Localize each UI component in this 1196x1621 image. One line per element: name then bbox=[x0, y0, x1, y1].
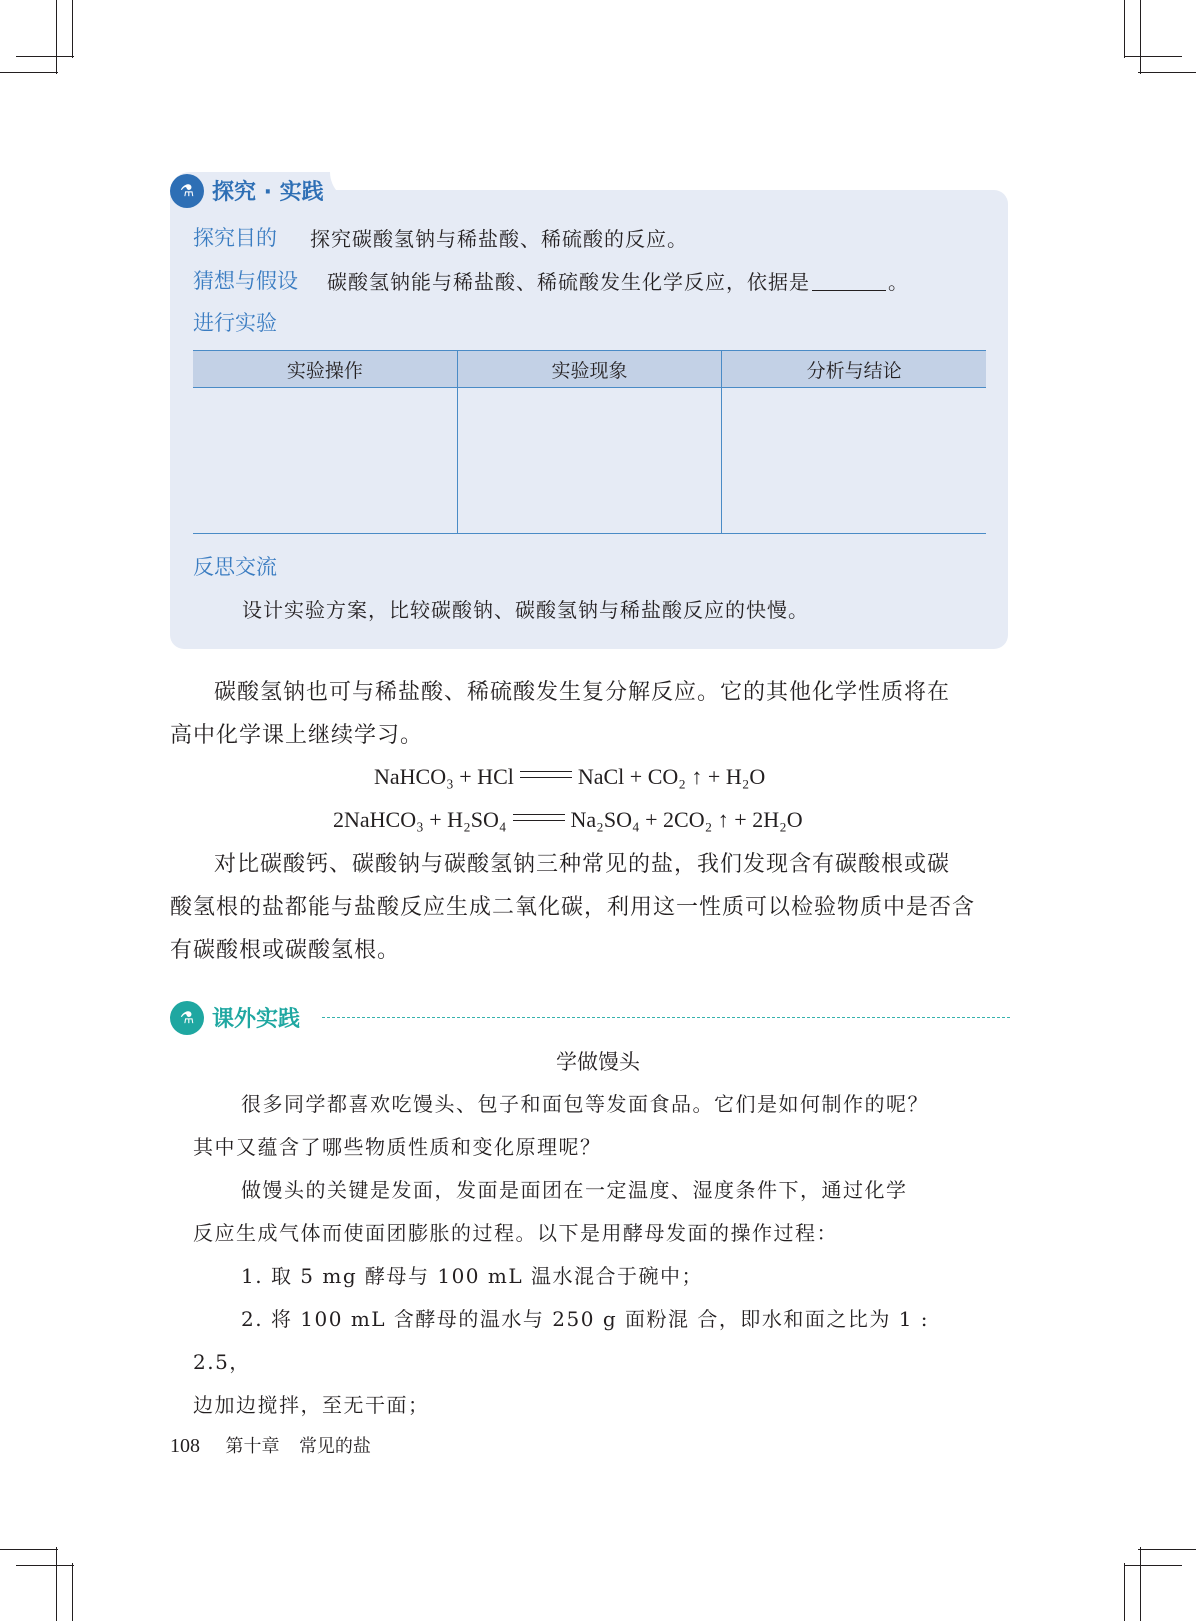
paragraph-1 bbox=[170, 671, 1010, 757]
paragraph-2-line-1: 对比碳酸钙、碳酸钠与碳酸氢钠三种常见的盐，我们发现含有碳酸根或碳 bbox=[214, 852, 951, 877]
paragraph-2-line-3: 有碳酸根或碳酸氢根。 bbox=[170, 938, 401, 963]
practice-step-2-cont: 边加边搅拌，至无干面； bbox=[193, 1393, 430, 1417]
practice-step-1: 1. 取 5 mg 酵母与 100 mL 温水混合于碗中； bbox=[241, 1264, 703, 1288]
equation-2 bbox=[333, 807, 803, 833]
answer-blank bbox=[812, 290, 886, 291]
purpose-label: 探究目的 bbox=[193, 226, 277, 250]
hypothesis-label: 猜想与假设 bbox=[193, 269, 298, 293]
table-cell-conclusion bbox=[722, 388, 986, 534]
practice-body bbox=[193, 1083, 993, 1427]
chapter-label: 第十章 bbox=[225, 1436, 280, 1457]
equals-sign bbox=[513, 814, 565, 821]
reflection-label: 反思交流 bbox=[193, 555, 277, 579]
equation-1 bbox=[374, 764, 765, 790]
beaker-icon: ⚗ bbox=[170, 1001, 204, 1035]
equation-1-left: NaHCO₃ + HCl bbox=[374, 764, 514, 789]
practice-title: 课外实践 bbox=[212, 1007, 301, 1032]
paragraph-1-line-1: 碳酸氢钠也可与稀盐酸、稀硫酸发生复分解反应。它的其他化学性质将在 bbox=[214, 680, 951, 705]
experiment-label: 进行实验 bbox=[193, 311, 277, 335]
hypothesis-line bbox=[327, 266, 909, 295]
page-number: 108 bbox=[170, 1435, 200, 1457]
equation-2-left: 2NaHCO₃ + H₂SO₄ bbox=[333, 807, 507, 832]
practice-line-3: 做馒头的关键是发面，发面是面团在一定温度、湿度条件下，通过化学 bbox=[241, 1178, 908, 1202]
table-cell-operation bbox=[193, 388, 457, 534]
page-footer bbox=[170, 1432, 371, 1458]
flask-icon: ⚗ bbox=[170, 174, 204, 208]
purpose-text: 探究碳酸氢钠与稀盐酸、稀硫酸的反应。 bbox=[310, 227, 688, 251]
chapter-title: 常见的盐 bbox=[298, 1436, 371, 1457]
table-header-phenomenon: 实验现象 bbox=[457, 351, 721, 388]
experiment-table bbox=[193, 350, 986, 534]
equation-1-right: NaCl + CO₂ ↑ + H₂O bbox=[577, 764, 766, 789]
paragraph-1-line-2: 高中化学课上继续学习。 bbox=[170, 723, 424, 748]
paragraph-2 bbox=[170, 843, 1010, 972]
practice-line-2: 其中又蕴含了哪些物质性质和变化原理呢？ bbox=[193, 1135, 602, 1159]
table-header-conclusion: 分析与结论 bbox=[722, 351, 986, 388]
practice-subtitle: 学做馒头 bbox=[556, 1050, 640, 1074]
practice-line-4: 反应生成气体而使面团膨胀的过程。以下是用酵母发面的操作过程： bbox=[193, 1221, 838, 1245]
table-header-row bbox=[193, 351, 986, 388]
inquiry-title: 探究 · 实践 bbox=[212, 180, 324, 205]
table-cell-phenomenon bbox=[457, 388, 721, 534]
reflection-text: 设计实验方案，比较碳酸钠、碳酸氢钠与稀盐酸反应的快慢。 bbox=[242, 598, 809, 622]
table-row bbox=[193, 388, 986, 534]
hypothesis-end: 。 bbox=[888, 270, 909, 294]
equation-2-right: Na₂SO₄ + 2CO₂ ↑ + 2H₂O bbox=[570, 807, 803, 832]
hypothesis-text: 碳酸氢钠能与稀盐酸、稀硫酸发生化学反应，依据是 bbox=[327, 270, 810, 294]
paragraph-2-line-2: 酸氢根的盐都能与盐酸反应生成二氧化碳，利用这一性质可以检验物质中是否含 bbox=[170, 895, 976, 920]
dashed-divider bbox=[322, 1017, 1010, 1018]
practice-step-2: 2. 将 100 mL 含酵母的温水与 250 g 面粉混 合，即水和面之比为 1 : 2.5， bbox=[193, 1307, 930, 1374]
practice-line-1: 很多同学都喜欢吃馒头、包子和面包等发面食品。它们是如何制作的呢？ bbox=[241, 1092, 929, 1116]
table-header-operation: 实验操作 bbox=[193, 351, 457, 388]
equals-sign bbox=[520, 771, 572, 778]
